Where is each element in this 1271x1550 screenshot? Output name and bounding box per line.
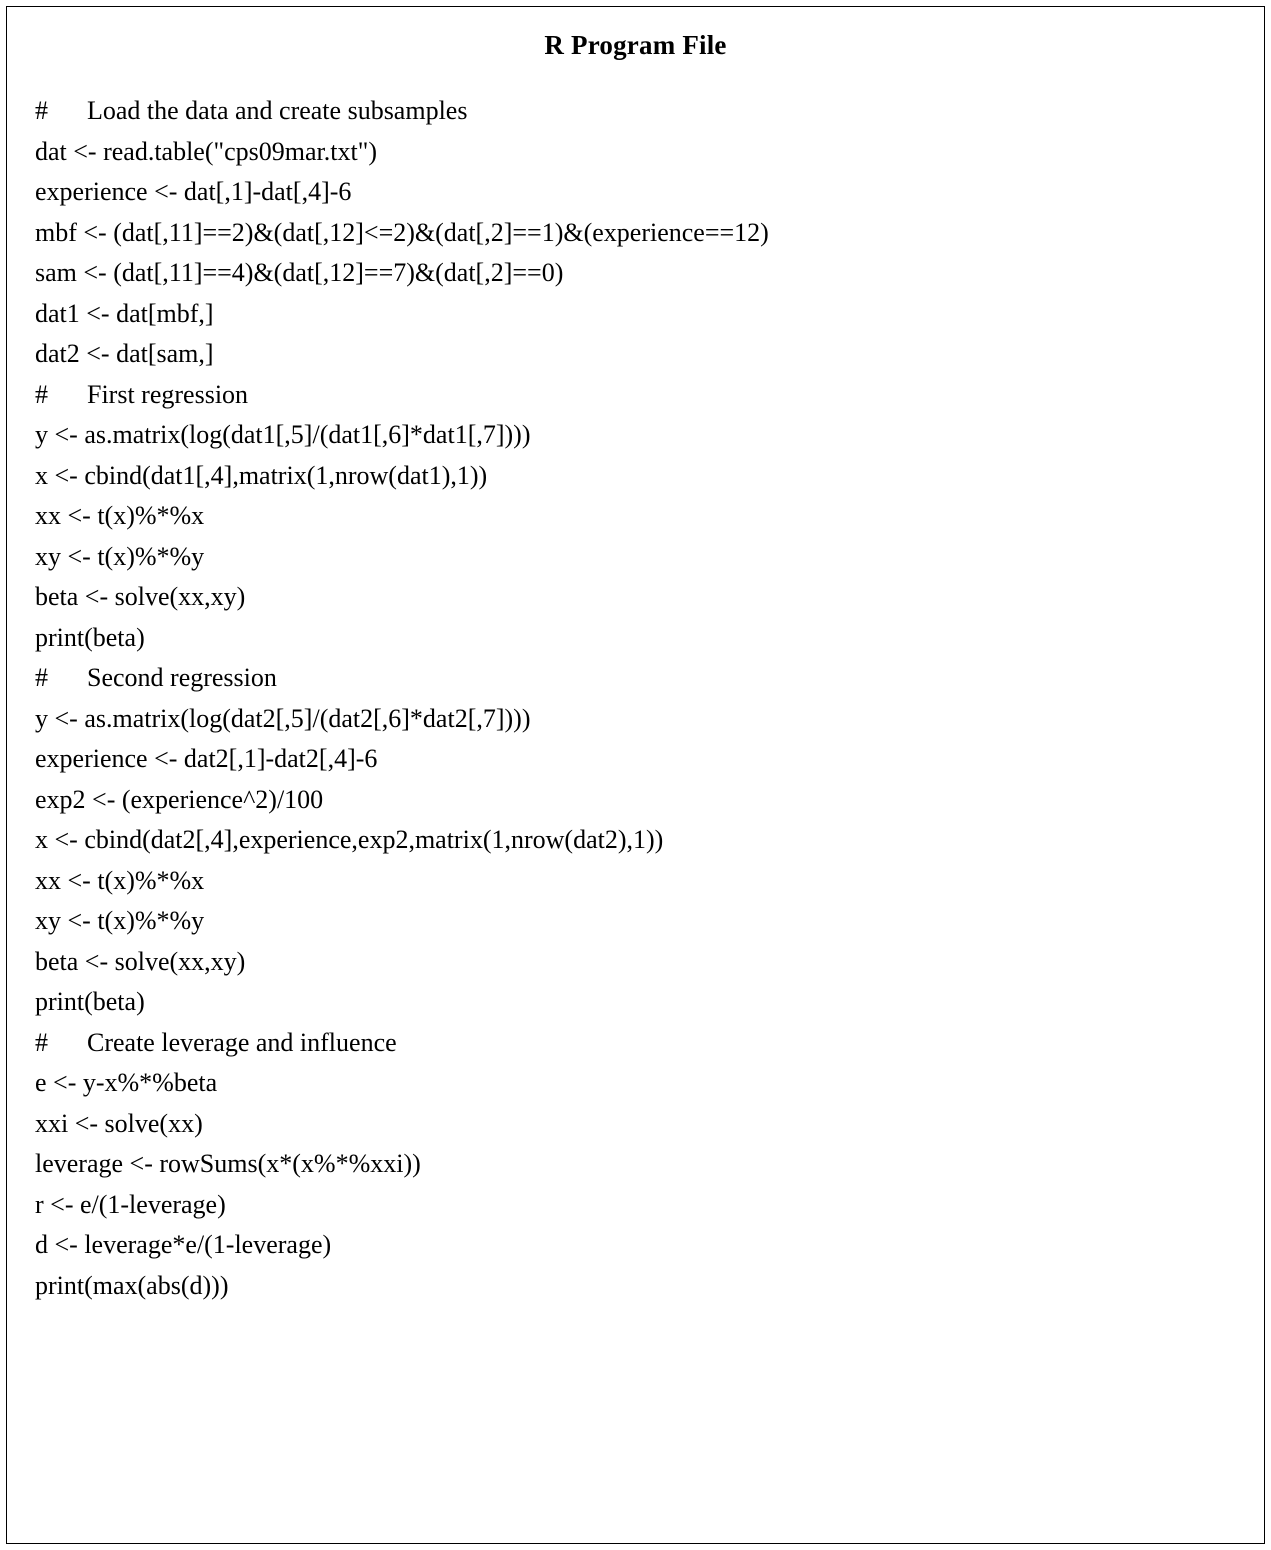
page-title: R Program File	[544, 30, 727, 60]
code-line: d <- leverage*e/(1-leverage)	[35, 1230, 332, 1260]
code-line: y <- as.matrix(log(dat1[,5]/(dat1[,6]*dat1[,7])))	[35, 420, 531, 450]
code-line: experience <- dat[,1]-dat[,4]-6	[35, 177, 352, 207]
code-line: exp2 <- (experience^2)/100	[35, 784, 324, 814]
code-line: r <- e/(1-leverage)	[35, 1189, 226, 1219]
code-line: e <- y-x%*%beta	[35, 1068, 218, 1098]
r-program-file-box	[6, 6, 1265, 1544]
code-line: xy <- t(x)%*%y	[35, 906, 205, 936]
code-line: xy <- t(x)%*%y	[35, 541, 205, 571]
code-line: # Load the data and create subsamples	[35, 96, 468, 126]
code-line: dat2 <- dat[sam,]	[35, 339, 214, 369]
code-line: x <- cbind(dat1[,4],matrix(1,nrow(dat1),1))	[35, 460, 488, 490]
code-line: experience <- dat2[,1]-dat2[,4]-6	[35, 744, 378, 774]
code-line: # First regression	[35, 379, 249, 409]
code-line: # Second regression	[35, 663, 277, 693]
code-line: print(max(abs(d)))	[35, 1270, 229, 1300]
code-line: xxi <- solve(xx)	[35, 1108, 203, 1138]
code-line: y <- as.matrix(log(dat2[,5]/(dat2[,6]*dat2[,7])))	[35, 703, 531, 733]
code-block	[35, 91, 1236, 1306]
code-line: leverage <- rowSums(x*(x%*%xxi))	[35, 1149, 421, 1179]
code-line: dat <- read.table("cps09mar.txt")	[35, 136, 377, 166]
code-line: # Create leverage and influence	[35, 1027, 397, 1057]
code-line: xx <- t(x)%*%x	[35, 501, 205, 531]
code-line: print(beta)	[35, 622, 145, 652]
code-line: beta <- solve(xx,xy)	[35, 582, 246, 612]
code-line: x <- cbind(dat2[,4],experience,exp2,matrix(1,nrow(dat2),1))	[35, 825, 664, 855]
code-line: dat1 <- dat[mbf,]	[35, 298, 214, 328]
code-line: xx <- t(x)%*%x	[35, 865, 205, 895]
code-line: beta <- solve(xx,xy)	[35, 946, 246, 976]
code-line: print(beta)	[35, 987, 145, 1017]
code-line: sam <- (dat[,11]==4)&(dat[,12]==7)&(dat[,2]==0)	[35, 258, 564, 288]
code-line: mbf <- (dat[,11]==2)&(dat[,12]<=2)&(dat[,2]==1)&(experience==12)	[35, 217, 769, 247]
